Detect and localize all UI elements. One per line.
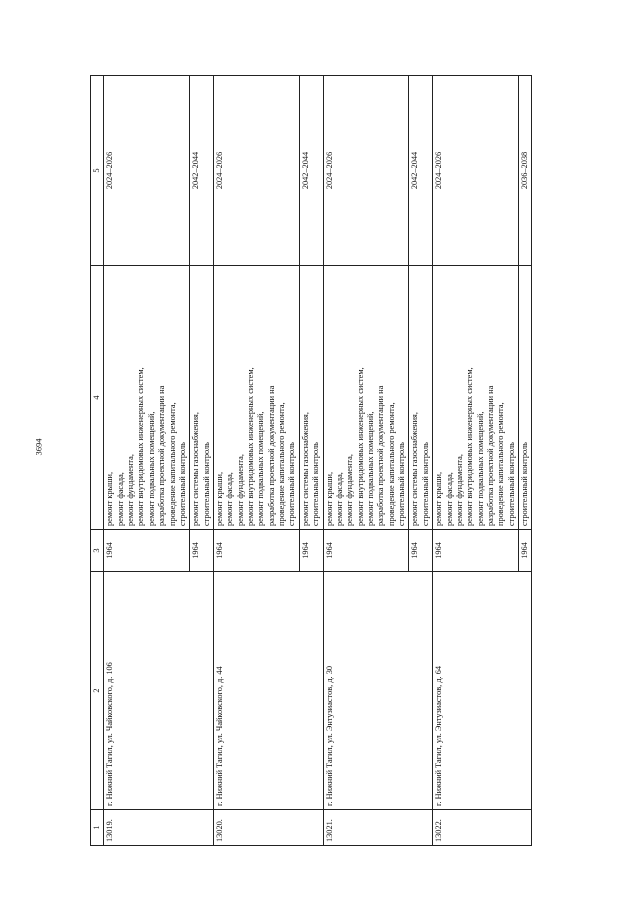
work-item: разработка проектной документации на bbox=[157, 385, 167, 526]
build-year: 1964 bbox=[409, 530, 433, 572]
works-list bbox=[519, 266, 532, 530]
work-item: ремонт системы газоснабжения, bbox=[410, 412, 420, 526]
work-item: ремонт внутридомовых инженерных систем, bbox=[136, 367, 146, 526]
work-item: ремонт внутридомовых инженерных систем, bbox=[246, 367, 256, 526]
repair-period: 2024–2026 bbox=[433, 76, 519, 266]
work-item: строительный контроль bbox=[311, 442, 321, 526]
build-year: 1964 bbox=[104, 530, 190, 572]
table-row bbox=[213, 76, 299, 846]
work-item: проведение капитального ремонта, bbox=[496, 402, 506, 526]
work-item: разработка проектной документации на bbox=[485, 385, 495, 526]
repair-period: 2042–2044 bbox=[190, 76, 214, 266]
record-address: г. Нижний Тагил, ул. Энтузиастов, д. 64 bbox=[433, 572, 532, 810]
record-address: г. Нижний Тагил, ул. Чайковского, д. 106 bbox=[104, 572, 214, 810]
header-cell-number: 1 bbox=[91, 810, 104, 846]
works-list bbox=[213, 266, 299, 530]
work-item: ремонт крыши, bbox=[105, 471, 115, 526]
works-list bbox=[323, 266, 409, 530]
work-item: проведение капитального ремонта, bbox=[277, 402, 287, 526]
work-item: ремонт подвальных помещений, bbox=[146, 411, 156, 526]
work-item: строительный контроль bbox=[287, 442, 297, 526]
repair-period: 2036–2038 bbox=[519, 76, 532, 266]
work-item: ремонт системы газоснабжения, bbox=[300, 412, 310, 526]
repair-schedule-table-wrap bbox=[90, 76, 590, 846]
works-list bbox=[299, 266, 323, 530]
work-item: ремонт фундамента, bbox=[454, 454, 464, 526]
header-cell-works: 4 bbox=[91, 266, 104, 530]
work-item: строительный контроль bbox=[201, 442, 211, 526]
work-item: ремонт подвальных помещений, bbox=[365, 411, 375, 526]
work-item: строительный контроль bbox=[506, 442, 516, 526]
work-item: разработка проектной документации на bbox=[376, 385, 386, 526]
repair-period: 2042–2044 bbox=[409, 76, 433, 266]
build-year: 1964 bbox=[299, 530, 323, 572]
table-body bbox=[104, 76, 532, 846]
works-list bbox=[409, 266, 433, 530]
page-number-text: 3694 bbox=[33, 438, 43, 456]
header-cell-period: 5 bbox=[91, 76, 104, 266]
record-address: г. Нижний Тагил, ул. Энтузиастов, д. 30 bbox=[323, 572, 433, 810]
build-year: 1964 bbox=[323, 530, 409, 572]
work-item: ремонт фасада, bbox=[334, 472, 344, 526]
header-cell-year: 3 bbox=[91, 530, 104, 572]
record-number: 13019. bbox=[104, 810, 214, 846]
record-number: 13020. bbox=[213, 810, 323, 846]
record-number: 13021. bbox=[323, 810, 433, 846]
work-item: проведение капитального ремонта, bbox=[167, 402, 177, 526]
works-list bbox=[433, 266, 519, 530]
repair-schedule-table bbox=[90, 75, 532, 846]
work-item: ремонт фундамента, bbox=[235, 454, 245, 526]
header-row bbox=[91, 76, 104, 846]
repair-period: 2042–2044 bbox=[299, 76, 323, 266]
work-item: ремонт фасада, bbox=[444, 472, 454, 526]
work-item: ремонт фасада, bbox=[225, 472, 235, 526]
work-item: ремонт крыши, bbox=[434, 471, 444, 526]
page-number bbox=[28, 438, 48, 456]
work-item: разработка проектной документации на bbox=[266, 385, 276, 526]
work-item: ремонт подвальных помещений, bbox=[256, 411, 266, 526]
table-row bbox=[323, 76, 409, 846]
work-item: ремонт внутридомовых инженерных систем, bbox=[355, 367, 365, 526]
repair-period: 2024–2026 bbox=[104, 76, 190, 266]
work-item: строительный контроль bbox=[177, 442, 187, 526]
work-item: ремонт подвальных помещений, bbox=[475, 411, 485, 526]
work-item: ремонт системы газоснабжения, bbox=[191, 412, 201, 526]
work-item: ремонт фундамента, bbox=[126, 454, 136, 526]
work-item: строительный контроль bbox=[397, 442, 407, 526]
record-address: г. Нижний Тагил, ул. Чайковского, д. 44 bbox=[213, 572, 323, 810]
table-row bbox=[433, 76, 519, 846]
record-number: 13022. bbox=[433, 810, 532, 846]
works-list bbox=[104, 266, 190, 530]
work-item: ремонт фундамента, bbox=[345, 454, 355, 526]
work-item: строительный контроль bbox=[420, 442, 430, 526]
build-year: 1964 bbox=[190, 530, 214, 572]
work-item: строительный контроль bbox=[520, 442, 530, 526]
build-year: 1964 bbox=[519, 530, 532, 572]
build-year: 1964 bbox=[213, 530, 299, 572]
repair-period: 2024–2026 bbox=[213, 76, 299, 266]
build-year: 1964 bbox=[433, 530, 519, 572]
repair-period: 2024–2026 bbox=[323, 76, 409, 266]
work-item: ремонт крыши, bbox=[214, 471, 224, 526]
header-cell-address: 2 bbox=[91, 572, 104, 810]
work-item: проведение капитального ремонта, bbox=[386, 402, 396, 526]
work-item: ремонт внутридомовых инженерных систем, bbox=[465, 367, 475, 526]
works-list bbox=[190, 266, 214, 530]
work-item: ремонт крыши, bbox=[324, 471, 334, 526]
work-item: ремонт фасада, bbox=[115, 472, 125, 526]
table-row bbox=[104, 76, 190, 846]
